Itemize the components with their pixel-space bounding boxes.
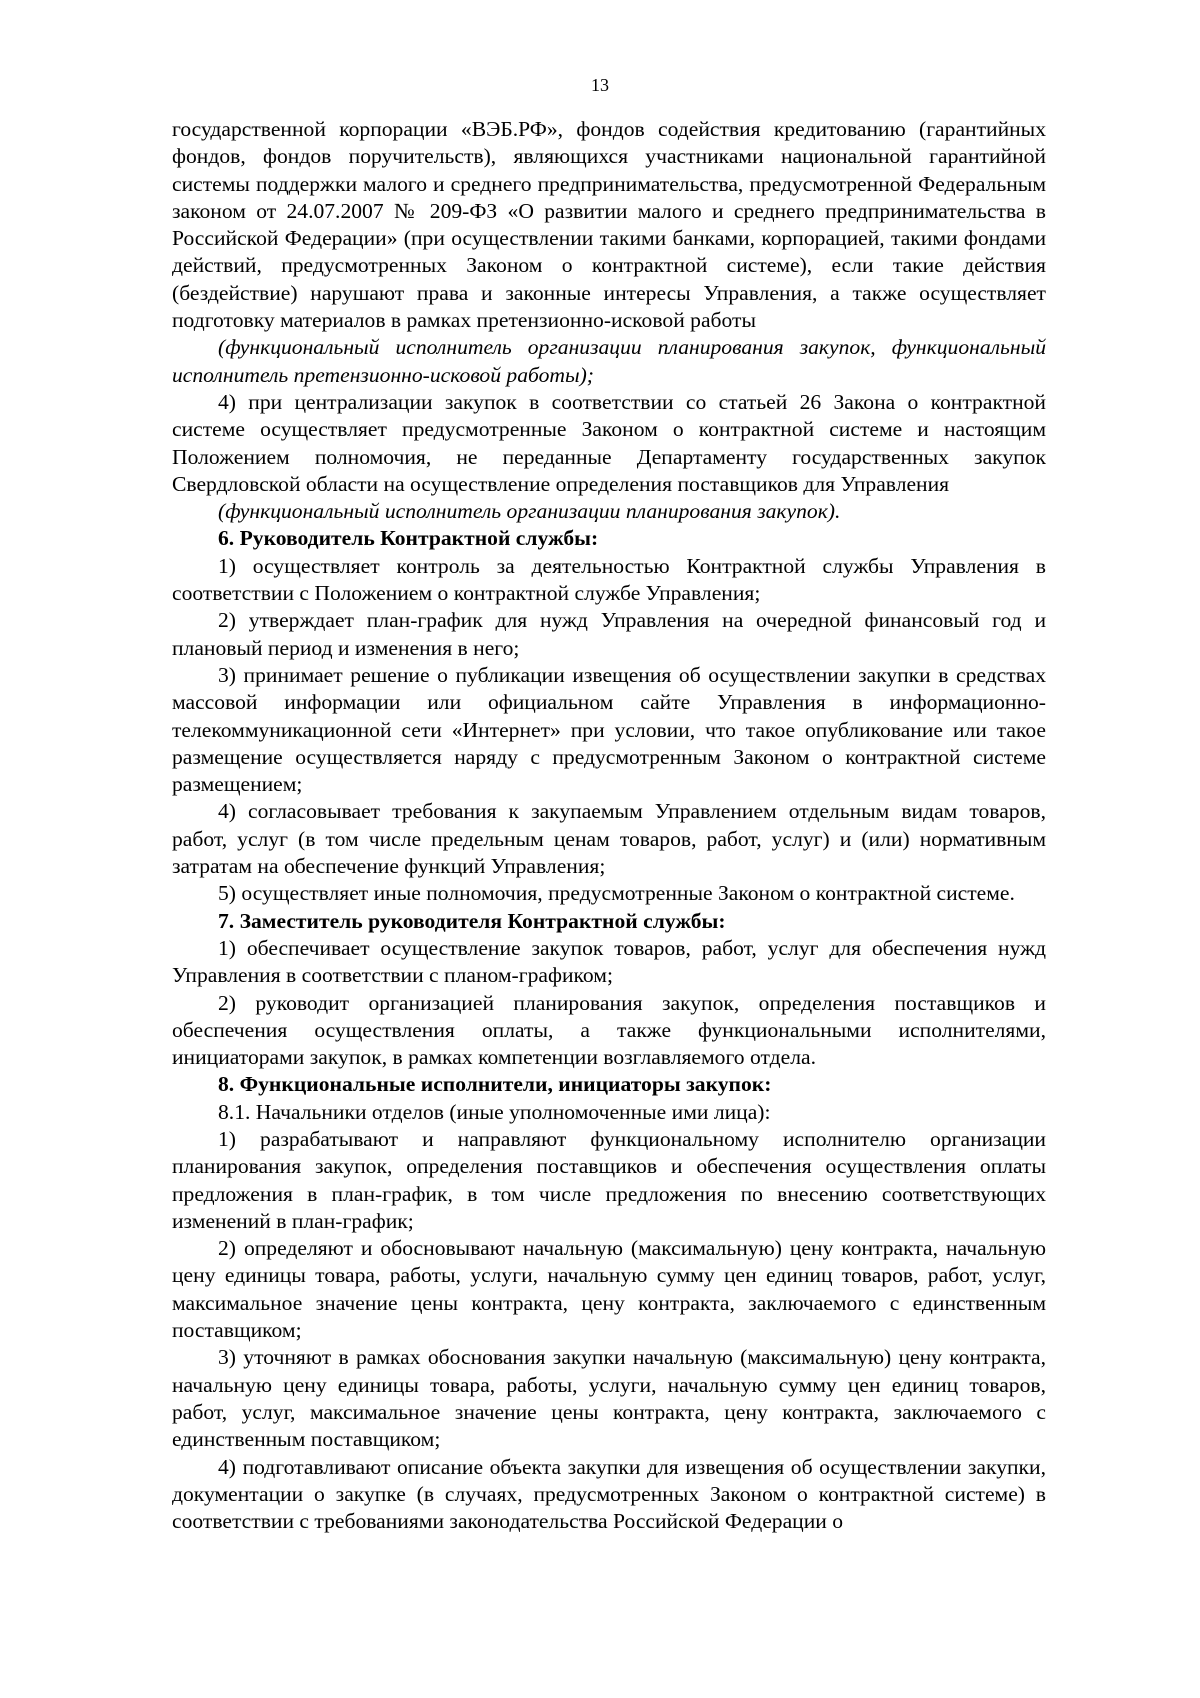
paragraph-7-item-1: 1) обеспечивает осуществление закупок товаров, работ, услуг для обеспечения нужд Управления в соответствии с планом-графиком;	[172, 935, 1046, 988]
paragraph-8-1-item-4: 4) подготавливают описание объекта закупки для извещения об осуществлении закупки, документации о закупке (в случаях, предусмотренных Законом о контрактной системе) в соответствии с требованиями законодательства Российской Федерации о	[172, 1454, 1046, 1534]
paragraph-6-item-3: 3) принимает решение о публикации извещения об осуществлении закупки в средствах массовой информации или официальном сайте Управления в информационно-телекоммуникационной сети «Интернет» при условии, что такое опубликование или такое размещение осуществляется наряду с предусмотренным Законом о контрактной системе размещением;	[172, 662, 1046, 797]
page-number: 13	[591, 75, 609, 95]
section-heading-6: 6. Руководитель Контрактной службы:	[218, 526, 599, 551]
paragraph-7-item-2: 2) руководит организацией планирования закупок, определения поставщиков и обеспечения осуществления оплаты, а также функциональными исполнителями, инициаторами закупок, в рамках компетенции возглавляемого отдела.	[172, 990, 1046, 1070]
paragraph-6-item-2: 2) утверждает план-график для нужд Управления на очередной финансовый год и плановый период и изменения в него;	[172, 608, 1046, 660]
paragraph-note-planning: (функциональный исполнитель организации планирования закупок).	[218, 499, 841, 524]
paragraph-6-item-1: 1) осуществляет контроль за деятельностью Контрактной службы Управления в соответствии с Положением о контрактной службе Управления;	[172, 553, 1046, 606]
document-body	[172, 116, 1046, 1535]
paragraph-8-1-item-1: 1) разрабатывают и направляют функциональному исполнителю организации планирования закупок, определения поставщиков и обеспечения осуществления оплаты предложения в план-график, в том числе предложения по внесению соответствующих изменений в план-график;	[172, 1126, 1046, 1233]
section-heading-8: 8. Функциональные исполнители, инициаторы закупок:	[218, 1072, 772, 1097]
paragraph-8-1-item-2: 2) определяют и обосновывают начальную (максимальную) цену контракта, начальную цену единицы товара, работы, услуги, начальную сумму цен единиц товаров, работ, услуг, максимальное значение цены контракта, цену контракта, заключаемого с единственным поставщиком;	[172, 1236, 1046, 1343]
section-heading-7: 7. Заместитель руководителя Контрактной службы:	[218, 908, 726, 933]
paragraph-note-executors: (функциональный исполнитель организации планирования закупок, функциональный исполнитель претензионно-исковой работы);	[172, 335, 1046, 387]
paragraph-6-item-5: 5) осуществляет иные полномочия, предусмотренные Законом о контрактной системе.	[218, 881, 1015, 906]
subsection-8-1: 8.1. Начальники отделов (иные уполномоченные ими лица):	[218, 1099, 771, 1124]
paragraph-6-item-4: 4) согласовывает требования к закупаемым Управлением отдельным видам товаров, работ, услуг (в том числе предельным ценам товаров, работ, услуг) и (или) нормативным затратам на обеспечение функций Управления;	[172, 799, 1046, 879]
paragraph-8-1-item-3: 3) уточняют в рамках обоснования закупки начальную (максимальную) цену контракта, начальную цену единицы товара, работы, услуги, начальную сумму цен единиц товаров, работ, услуг, максимальное значение цены контракта, цену контракта, заключаемого с единственным поставщиком;	[172, 1345, 1046, 1452]
paragraph-continuation: государственной корпорации «ВЭБ.РФ», фондов содействия кредитованию (гарантийных фондов, фондов поручительств), являющихся участниками национальной гарантийной системы поддержки малого и среднего предпринимательства, предусмотренной Федеральным законом от 24.07.2007 № 209-ФЗ «О развитии малого и среднего предпринимательства в Российской Федерации» (при осуществлении такими банками, корпорацией, такими фондами действий, предусмотренных Законом о контрактной системе), если такие действия (бездействие) нарушают права и законные интересы Управления, а также осуществляет подготовку материалов в рамках претензионно-исковой работы	[172, 117, 1046, 333]
paragraph-item-4-centralization: 4) при централизации закупок в соответствии со статьей 26 Закона о контрактной системе осуществляет предусмотренные Законом о контрактной системе и настоящим Положением полномочия, не переданные Департаменту государственных закупок Свердловской области на осуществление определения поставщиков для Управления	[172, 389, 1046, 496]
